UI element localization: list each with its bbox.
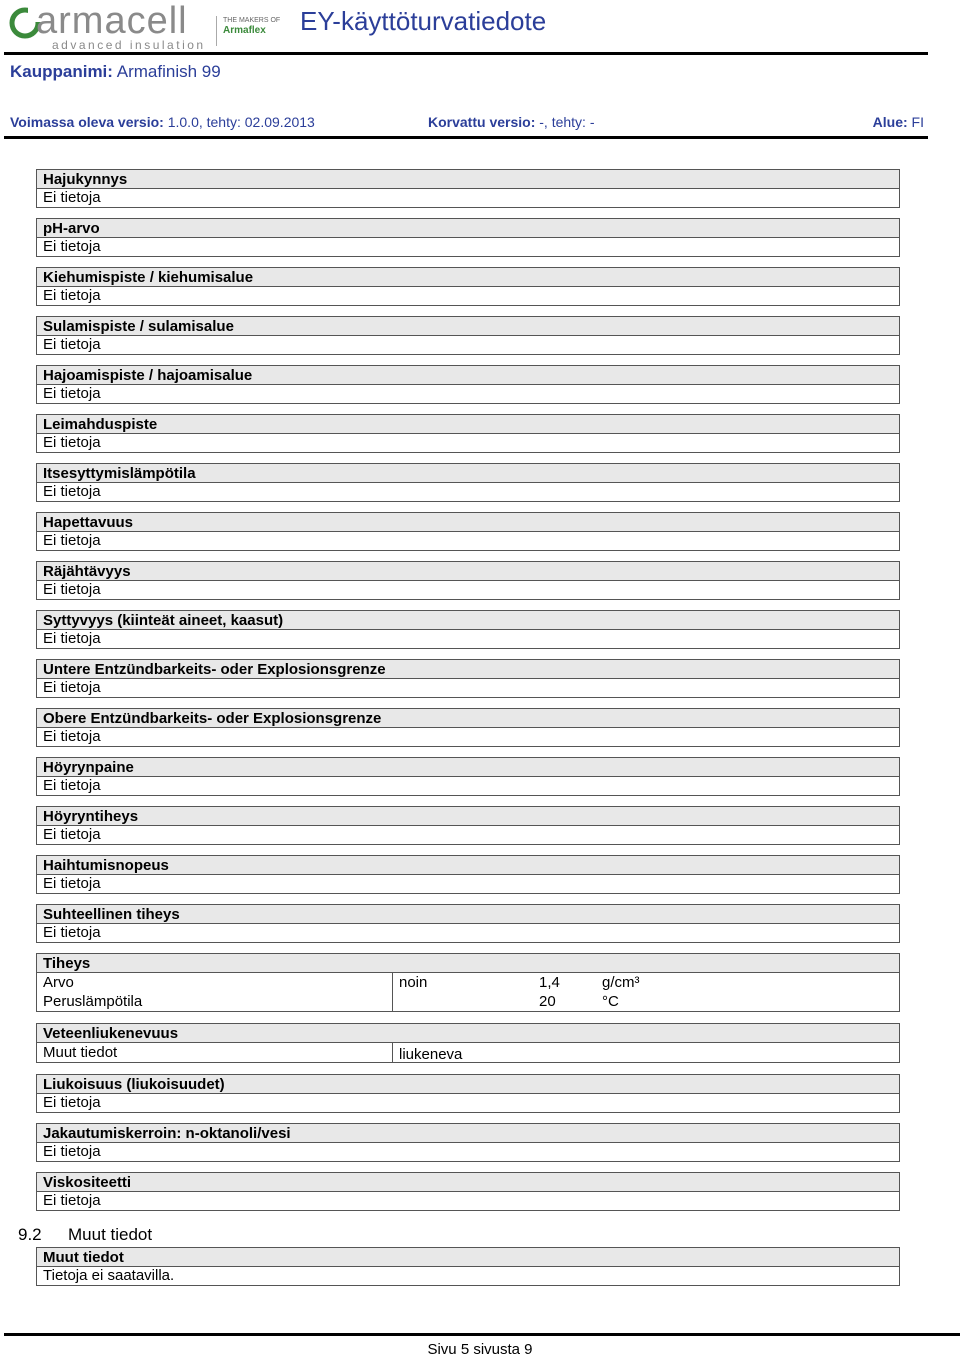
header-divider-top — [4, 52, 928, 55]
property-section — [36, 855, 900, 894]
density-value: 1,4 — [539, 974, 560, 991]
property-label: Untere Entzündbarkeits- oder Explosionsgrenze — [37, 660, 899, 679]
footer-divider — [4, 1333, 960, 1336]
makers-line: THE MAKERS OF — [223, 17, 281, 24]
property-section — [36, 169, 900, 208]
property-label: Räjähtävyys — [37, 562, 899, 581]
property-label: Obere Entzündbarkeits- oder Explosionsgrenze — [37, 709, 899, 728]
property-label: Hajukynnys — [37, 170, 899, 189]
density-value-row — [37, 973, 899, 992]
property-section — [36, 708, 900, 747]
property-label: Kiehumispiste / kiehumisalue — [37, 268, 899, 287]
property-value: Ei tietoja — [43, 189, 101, 206]
subsection-number: 9.2 — [18, 1225, 42, 1244]
property-section — [36, 1172, 900, 1211]
property-section — [36, 610, 900, 649]
region-label: Alue: — [872, 114, 908, 130]
document-title: EY-käyttöturvatiedote — [300, 6, 547, 36]
property-section — [36, 904, 900, 943]
property-value: Ei tietoja — [43, 532, 101, 549]
subsection-title: Muut tiedot — [68, 1225, 153, 1244]
water-solubility-section — [36, 1023, 900, 1063]
revised-version-value: -, tehty: - — [539, 114, 595, 130]
other-info-value: Tietoja ei saatavilla. — [43, 1267, 175, 1284]
trade-name-label: Kauppanimi: — [10, 62, 113, 81]
region — [873, 114, 924, 130]
property-section — [36, 365, 900, 404]
property-section — [36, 1123, 900, 1162]
water-solubility-label: Veteenliukenevuus — [37, 1024, 899, 1043]
property-value: Ei tietoja — [43, 483, 101, 500]
property-label: Leimahduspiste — [37, 415, 899, 434]
other-info-label: Muut tiedot — [37, 1248, 899, 1267]
property-section — [36, 659, 900, 698]
property-value: Ei tietoja — [43, 679, 101, 696]
armaflex-brand: Armaflex — [223, 25, 266, 36]
property-label: Itsesyttymislämpötila — [37, 464, 899, 483]
property-value: Ei tietoja — [43, 826, 101, 843]
density-label: Tiheys — [37, 954, 899, 973]
current-version-value: 1.0.0, tehty: 02.09.2013 — [167, 114, 315, 130]
armacell-logo — [8, 0, 208, 52]
temperature-name: Peruslämpötila — [43, 993, 143, 1010]
property-label: Jakautumiskerroin: n-oktanoli/vesi — [37, 1124, 899, 1143]
logo-subtitle: advanced insulation — [52, 38, 206, 52]
property-label: Haihtumisnopeus — [37, 856, 899, 875]
property-value: Ei tietoja — [43, 924, 101, 941]
temperature-value: 20 — [539, 993, 556, 1010]
region-value: FI — [911, 114, 924, 130]
property-label: pH-arvo — [37, 219, 899, 238]
property-label: Höyryntiheys — [37, 807, 899, 826]
property-section — [36, 218, 900, 257]
property-label: Viskositeetti — [37, 1173, 899, 1192]
document-header — [0, 0, 960, 140]
logo-word: armacell — [36, 0, 188, 42]
property-value: Ei tietoja — [43, 385, 101, 402]
property-value: Ei tietoja — [43, 728, 101, 745]
property-section — [36, 757, 900, 796]
property-label: Sulamispiste / sulamisalue — [37, 317, 899, 336]
property-section — [36, 414, 900, 453]
header-divider-bottom — [4, 136, 928, 139]
density-table — [37, 973, 899, 1011]
trade-name — [10, 62, 221, 82]
property-value: Ei tietoja — [43, 238, 101, 255]
armaflex-badge — [216, 16, 293, 46]
property-label: Suhteellinen tiheys — [37, 905, 899, 924]
density-qualifier: noin — [399, 974, 428, 991]
property-section — [36, 512, 900, 551]
revised-version-label: Korvattu versio: — [428, 114, 536, 130]
property-value: Ei tietoja — [43, 630, 101, 647]
property-section — [36, 561, 900, 600]
property-value: Ei tietoja — [43, 875, 101, 892]
property-section — [36, 463, 900, 502]
other-info-section — [36, 1247, 900, 1286]
property-label: Höyrynpaine — [37, 758, 899, 777]
revised-version — [428, 114, 594, 130]
property-label: Hapettavuus — [37, 513, 899, 532]
density-section — [36, 953, 900, 1012]
property-label: Hajoamispiste / hajoamisalue — [37, 366, 899, 385]
density-unit: g/cm³ — [602, 974, 640, 991]
property-section — [36, 267, 900, 306]
property-label: Syttyvyys (kiinteät aineet, kaasut) — [37, 611, 899, 630]
current-version-label: Voimassa oleva versio: — [10, 114, 164, 130]
property-value: Ei tietoja — [43, 336, 101, 353]
water-solubility-row — [37, 1043, 899, 1062]
property-section — [36, 806, 900, 845]
property-section — [36, 1074, 900, 1113]
property-value: Ei tietoja — [43, 1094, 101, 1111]
property-value: Ei tietoja — [43, 581, 101, 598]
water-solubility-value: liukeneva — [399, 1046, 463, 1063]
density-temperature-row — [37, 992, 899, 1011]
trade-name-value: Armafinish 99 — [116, 62, 221, 81]
version-row — [10, 114, 924, 132]
property-value: Ei tietoja — [43, 777, 101, 794]
water-solubility-table — [37, 1043, 899, 1062]
property-label: Liukoisuus (liukoisuudet) — [37, 1075, 899, 1094]
temperature-unit: °C — [602, 993, 619, 1010]
density-value-name: Arvo — [43, 974, 74, 991]
water-solubility-name: Muut tiedot — [43, 1044, 118, 1061]
page-number: Sivu 5 sivusta 9 — [427, 1341, 533, 1358]
property-section — [36, 316, 900, 355]
property-value: Ei tietoja — [43, 287, 101, 304]
property-value: Ei tietoja — [43, 1192, 101, 1209]
current-version — [10, 114, 315, 130]
property-value: Ei tietoja — [43, 1143, 101, 1160]
subsection-heading — [18, 1225, 152, 1245]
property-value: Ei tietoja — [43, 434, 101, 451]
